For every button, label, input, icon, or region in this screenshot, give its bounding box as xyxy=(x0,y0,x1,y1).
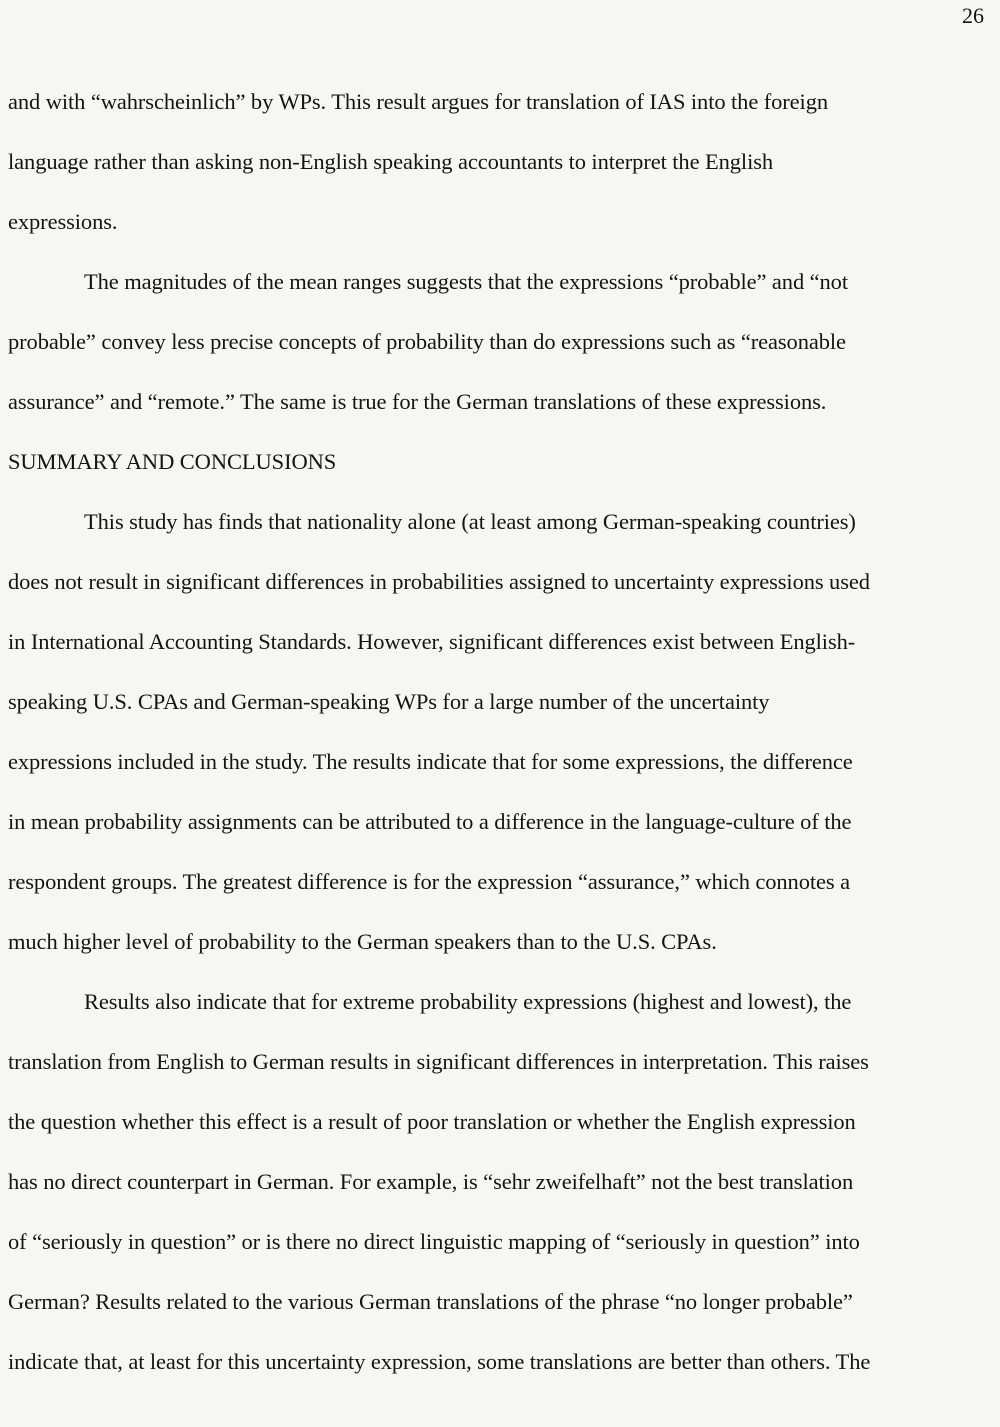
text-line: in International Accounting Standards. However, significant differences exist between English- xyxy=(8,629,856,654)
text-line: in mean probability assignments can be attributed to a difference in the language-culture of the xyxy=(8,809,852,834)
text-line: indicate that, at least for this uncertainty expression, some translations are better than others. The xyxy=(8,1349,871,1374)
paragraph-start-line: Results also indicate that for extreme probability expressions (highest and lowest), the xyxy=(84,989,852,1014)
text-line: assurance” and “remote.” The same is true for the German translations of these expressions. xyxy=(8,389,827,414)
text-line: does not result in significant differences in probabilities assigned to uncertainty expressions used xyxy=(8,569,870,594)
text-line: language rather than asking non-English speaking accountants to interpret the English xyxy=(8,149,774,174)
section-heading: SUMMARY AND CONCLUSIONS xyxy=(8,449,337,474)
text-line: has no direct counterpart in German. For example, is “sehr zweifelhaft” not the best translation xyxy=(8,1169,854,1194)
text-line: much higher level of probability to the German speakers than to the U.S. CPAs. xyxy=(8,929,717,954)
text-line: probable” convey less precise concepts of probability than do expressions such as “reasonable xyxy=(8,329,846,354)
text-line: and with “wahrscheinlich” by WPs. This result argues for translation of IAS into the foreign xyxy=(8,89,829,114)
document-body xyxy=(8,72,988,1392)
text-line: respondent groups. The greatest difference is for the expression “assurance,” which connotes a xyxy=(8,869,850,894)
paragraph-start-line: The magnitudes of the mean ranges suggests that the expressions “probable” and “not xyxy=(84,269,848,294)
text-line: speaking U.S. CPAs and German-speaking WPs for a large number of the uncertainty xyxy=(8,689,770,714)
text-line: translation from English to German results in significant differences in interpretation. This raises xyxy=(8,1049,869,1074)
text-line: German? Results related to the various German translations of the phrase “no longer probable” xyxy=(8,1289,853,1314)
text-line: of “seriously in question” or is there no direct linguistic mapping of “seriously in question” into xyxy=(8,1229,860,1254)
page-number: 26 xyxy=(962,3,984,28)
paragraph-start-line: This study has finds that nationality alone (at least among German-speaking countries) xyxy=(84,509,856,534)
text-line: expressions. xyxy=(8,209,118,234)
text-line: the question whether this effect is a result of poor translation or whether the English expression xyxy=(8,1109,856,1134)
text-line: expressions included in the study. The results indicate that for some expressions, the difference xyxy=(8,749,853,774)
